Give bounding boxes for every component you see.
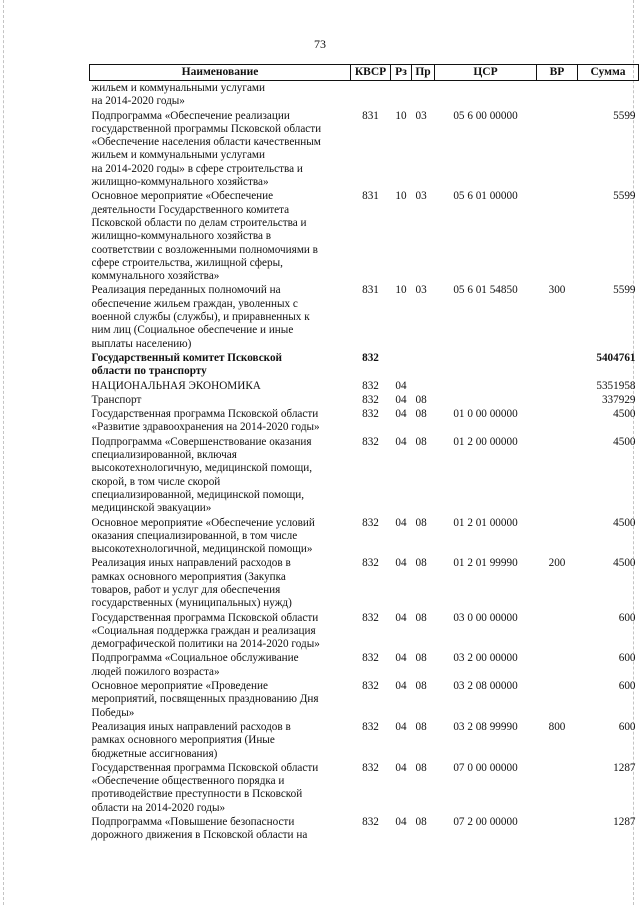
- name-line: скорой, в том числе скорой: [91, 475, 221, 488]
- name-line: Реализация переданных полномочий на: [91, 284, 281, 297]
- cell-vr: [537, 651, 578, 679]
- cell-rz: 04: [395, 516, 407, 529]
- table-row: [90, 81, 639, 109]
- cell-name: [90, 651, 351, 679]
- cell-pr: 03: [415, 190, 427, 203]
- cell-rz: [391, 81, 412, 109]
- cell-pr: 08: [415, 435, 427, 448]
- name-line: «Обеспечение общественного порядка и: [91, 775, 285, 788]
- budget-table-container: [89, 64, 638, 843]
- name-line: бюджетные ассигнования): [91, 747, 218, 760]
- cell-rz: 04: [395, 557, 407, 570]
- cell-vr: [537, 516, 578, 557]
- cell-kvsr: 831: [362, 109, 379, 122]
- name-line: «Обеспечение населения области качественным: [91, 136, 321, 149]
- name-line: Реализация иных направлений расходов в: [91, 557, 291, 570]
- cell-vr: [537, 189, 578, 283]
- name-line: «Социальная поддержка граждан и реализация: [91, 624, 316, 637]
- cell-pr: 08: [415, 761, 427, 774]
- name-line: сфере строительства, жилищной сферы,: [91, 256, 283, 269]
- name-line: рамках основного мероприятия (Иные: [91, 734, 275, 747]
- cell-csr: [435, 379, 537, 393]
- cell-sum: 600: [618, 720, 636, 733]
- cell-rz: 04: [395, 393, 407, 406]
- cell-vr: [537, 679, 578, 720]
- table-row: [90, 393, 639, 407]
- cell-csr: [435, 351, 537, 379]
- cell-vr: [537, 611, 578, 652]
- cell-rz: 04: [395, 435, 407, 448]
- header-rz: Рз: [391, 65, 412, 81]
- cell-pr: 08: [415, 720, 427, 733]
- table-row: [90, 815, 639, 843]
- name-line: Подпрограмма «Социальное обслуживание: [91, 652, 299, 665]
- name-line: специализированной, медицинской помощи,: [91, 488, 305, 501]
- name-line: военной службы (службы), и приравненных к: [91, 311, 310, 324]
- cell-sum: 5404761: [596, 351, 636, 364]
- header-vr: ВР: [537, 65, 578, 81]
- cell-kvsr: 832: [362, 435, 379, 448]
- name-line: товаров, работ и услуг для обеспечения: [91, 583, 281, 596]
- cell-sum: [578, 81, 639, 109]
- cell-sum: 4500: [613, 516, 636, 529]
- cell-csr: 03 2 08 99990: [453, 720, 518, 733]
- cell-rz: 04: [395, 720, 407, 733]
- cell-kvsr: 832: [362, 557, 379, 570]
- table-row: [90, 761, 639, 815]
- name-line: оказания специализированной, в том числе: [91, 529, 298, 542]
- cell-name: [90, 109, 351, 190]
- cell-pr: 03: [415, 109, 427, 122]
- cell-pr: [412, 81, 435, 109]
- cell-sum: 4500: [613, 435, 636, 448]
- cell-sum: 600: [618, 611, 636, 624]
- table-row: [90, 611, 639, 652]
- name-line: соответствии с возложенными полномочиями в: [91, 243, 318, 256]
- cell-pr: [412, 351, 435, 379]
- cell-name: [90, 393, 351, 407]
- name-line: Подпрограмма «Повышение безопасности: [91, 816, 295, 829]
- name-line: Основное мероприятие «Обеспечение условий: [91, 516, 315, 529]
- cell-csr: 07 2 00 00000: [453, 816, 518, 829]
- cell-name: [90, 679, 351, 720]
- cell-csr: 01 0 00 00000: [453, 408, 518, 421]
- cell-rz: 04: [395, 816, 407, 829]
- name-line: области по транспорту: [91, 365, 207, 378]
- cell-csr: 01 2 00 00000: [453, 435, 518, 448]
- cell-sum: 600: [618, 652, 636, 665]
- header-pr: Пр: [412, 65, 435, 81]
- name-line: Подпрограмма «Обеспечение реализации: [91, 109, 290, 122]
- name-line: Подпрограмма «Совершенствование оказания: [91, 435, 312, 448]
- cell-kvsr: 832: [362, 516, 379, 529]
- header-csr: ЦСР: [435, 65, 537, 81]
- name-line: Государственная программа Псковской области: [91, 611, 319, 624]
- name-line: демографической политики на 2014-2020 годы»: [91, 638, 320, 651]
- name-line: жильем и коммунальными услугами: [91, 82, 265, 94]
- cell-rz: 10: [395, 284, 407, 297]
- name-line: коммунального хозяйства»: [91, 270, 220, 283]
- name-line: области на 2014-2020 годы»: [91, 801, 226, 814]
- cell-pr: [412, 379, 435, 393]
- table-row: [90, 720, 639, 761]
- table-row: [90, 109, 639, 190]
- name-line: Государственная программа Псковской области: [91, 408, 319, 421]
- cell-sum: 1287: [613, 761, 636, 774]
- name-line: Транспорт: [91, 393, 142, 406]
- budget-table: [89, 64, 639, 843]
- name-line: Государственный комитет Псковской: [91, 351, 283, 364]
- cell-csr: 01 2 01 00000: [453, 516, 518, 529]
- name-line: ним лиц (Социальное обеспечение и иные: [91, 324, 294, 337]
- name-line: «Развитие здравоохранения на 2014-2020 годы»: [91, 421, 320, 434]
- cell-rz: 04: [395, 611, 407, 624]
- cell-kvsr: 832: [362, 652, 379, 665]
- cell-vr: 800: [548, 720, 566, 733]
- cell-rz: 04: [395, 680, 407, 693]
- cell-sum: 5599: [613, 284, 636, 297]
- cell-sum: 4500: [613, 557, 636, 570]
- cell-csr: [435, 81, 537, 109]
- table-row: [90, 516, 639, 557]
- cell-pr: 08: [415, 611, 427, 624]
- table-row: [90, 189, 639, 283]
- cell-rz: 10: [395, 109, 407, 122]
- name-line: выплаты населению): [91, 337, 192, 350]
- cell-name: [90, 189, 351, 283]
- cell-name: [90, 283, 351, 350]
- cell-csr: 05 6 01 54850: [453, 284, 518, 297]
- name-line: противодействие преступности в Псковской: [91, 788, 303, 801]
- cell-kvsr: 832: [362, 393, 379, 406]
- name-line: жилищно-коммунального хозяйства»: [91, 176, 269, 189]
- name-line: Псковской области по делам строительства и: [91, 216, 307, 229]
- cell-sum: 5351958: [596, 379, 636, 392]
- cell-name: [90, 516, 351, 557]
- cell-name: [90, 81, 351, 109]
- table-row: [90, 379, 639, 393]
- cell-name: [90, 611, 351, 652]
- name-line: государственной программы Псковской области: [91, 122, 322, 135]
- cell-kvsr: 832: [362, 761, 379, 774]
- cell-name: [90, 720, 351, 761]
- cell-sum: 337929: [601, 393, 636, 406]
- cell-sum: 1287: [613, 816, 636, 829]
- table-row: [90, 679, 639, 720]
- cell-vr: 300: [548, 284, 566, 297]
- cell-name: [90, 761, 351, 815]
- cell-kvsr: 831: [362, 284, 379, 297]
- cell-csr: [435, 393, 537, 407]
- header-sum: Сумма: [578, 65, 639, 81]
- cell-sum: 4500: [613, 408, 636, 421]
- name-line: высокотехнологичной, медицинской помощи»: [91, 543, 313, 556]
- cell-rz: 04: [395, 408, 407, 421]
- cell-name: [90, 556, 351, 610]
- cell-name: [90, 815, 351, 843]
- name-line: рамках основного мероприятия (Закупка: [91, 570, 286, 583]
- cell-kvsr: 832: [362, 816, 379, 829]
- cell-pr: 08: [415, 652, 427, 665]
- name-line: Победы»: [91, 706, 135, 719]
- cell-csr: 01 2 01 99990: [453, 557, 518, 570]
- cell-kvsr: 832: [362, 680, 379, 693]
- header-name: Наименование: [90, 65, 351, 81]
- cell-csr: 03 0 00 00000: [453, 611, 518, 624]
- page-number: 73: [314, 37, 326, 51]
- name-line: медицинской эвакуации»: [91, 502, 212, 515]
- table-row: [90, 651, 639, 679]
- cell-name: [90, 407, 351, 435]
- name-line: на 2014-2020 годы» в сфере строительства и: [91, 162, 303, 175]
- name-line: Основное мероприятие «Обеспечение: [91, 190, 274, 203]
- name-line: дорожного движения в Псковской области на: [91, 829, 308, 842]
- table-body: [90, 81, 639, 843]
- name-line: Основное мероприятие «Проведение: [91, 680, 268, 693]
- cell-pr: 08: [415, 516, 427, 529]
- cell-rz: [391, 351, 412, 379]
- name-line: жилищно-коммунального хозяйства в: [91, 230, 272, 243]
- cell-csr: 05 6 00 00000: [453, 109, 518, 122]
- cell-vr: [537, 379, 578, 393]
- cell-rz: 04: [395, 379, 407, 392]
- cell-vr: [537, 407, 578, 435]
- cell-sum: 5599: [613, 109, 636, 122]
- header-kvsr: КВСР: [351, 65, 391, 81]
- cell-pr: 08: [415, 557, 427, 570]
- cell-csr: 03 2 00 00000: [453, 652, 518, 665]
- name-line: на 2014-2020 годы»: [91, 95, 185, 108]
- cell-kvsr: [351, 81, 391, 109]
- table-row: [90, 351, 639, 379]
- cell-vr: [537, 393, 578, 407]
- name-line: жильем и коммунальными услугами: [91, 149, 265, 162]
- table-row: [90, 435, 639, 516]
- cell-name: [90, 351, 351, 379]
- name-line: обеспечение жильем граждан, уволенных с: [91, 297, 298, 310]
- name-line: людей пожилого возраста»: [91, 665, 220, 678]
- table-header: [90, 65, 639, 81]
- cell-vr: [537, 435, 578, 516]
- scan-edge-left: [3, 0, 4, 905]
- cell-sum: 5599: [613, 190, 636, 203]
- table-row: [90, 556, 639, 610]
- name-line: Государственная программа Псковской области: [91, 761, 319, 774]
- name-line: НАЦИОНАЛЬНАЯ ЭКОНОМИКА: [91, 379, 261, 392]
- name-line: мероприятий, посвященных празднованию Дня: [91, 693, 319, 706]
- cell-pr: 08: [415, 393, 427, 406]
- cell-pr: 08: [415, 680, 427, 693]
- cell-pr: 03: [415, 284, 427, 297]
- cell-pr: 08: [415, 816, 427, 829]
- name-line: деятельности Государственного комитета: [91, 203, 290, 216]
- cell-rz: 04: [395, 761, 407, 774]
- cell-kvsr: 832: [362, 611, 379, 624]
- cell-csr: 03 2 08 00000: [453, 680, 518, 693]
- cell-vr: 200: [548, 557, 566, 570]
- cell-vr: [537, 761, 578, 815]
- cell-rz: 04: [395, 652, 407, 665]
- cell-vr: [537, 815, 578, 843]
- table-row: [90, 407, 639, 435]
- name-line: Реализация иных направлений расходов в: [91, 720, 291, 733]
- cell-kvsr: 832: [362, 379, 379, 392]
- name-line: государственных (муниципальных) нужд): [91, 597, 292, 610]
- cell-vr: [537, 81, 578, 109]
- cell-kvsr: 832: [362, 408, 379, 421]
- header-row: [90, 65, 639, 81]
- cell-rz: 10: [395, 190, 407, 203]
- cell-sum: 600: [618, 680, 636, 693]
- cell-name: [90, 435, 351, 516]
- cell-name: [90, 379, 351, 393]
- cell-vr: [537, 109, 578, 190]
- name-line: специализированной, включая: [91, 449, 237, 462]
- cell-kvsr: 831: [362, 190, 379, 203]
- cell-vr: [537, 351, 578, 379]
- cell-kvsr: 832: [362, 351, 379, 364]
- cell-pr: 08: [415, 408, 427, 421]
- cell-csr: 07 0 00 00000: [453, 761, 518, 774]
- table-row: [90, 283, 639, 350]
- cell-csr: 05 6 01 00000: [453, 190, 518, 203]
- cell-kvsr: 832: [362, 720, 379, 733]
- name-line: высокотехнологичную, медицинской помощи,: [91, 462, 313, 475]
